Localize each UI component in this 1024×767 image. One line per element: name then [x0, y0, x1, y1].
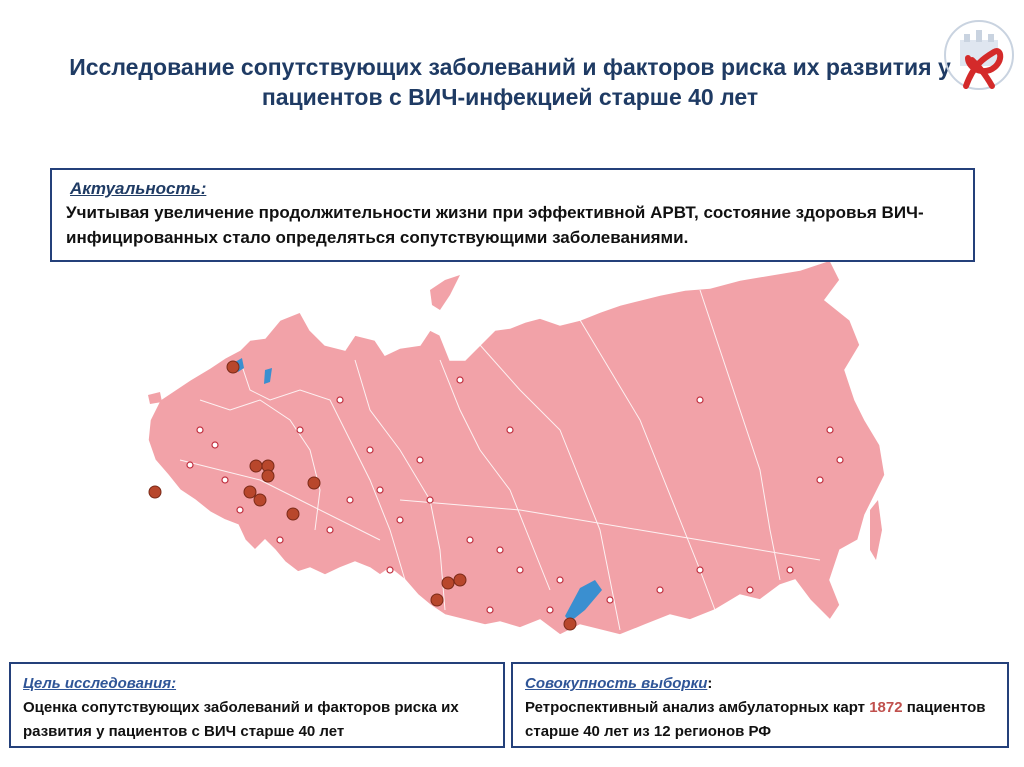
- sample-box: [511, 662, 1009, 748]
- study-region-marker: [442, 577, 454, 589]
- relevance-heading: Актуальность:: [70, 179, 207, 198]
- study-region-marker: [227, 361, 239, 373]
- page-title: Исследование сопутствующих заболеваний и факторов риска их развития у пациентов с ВИЧ-инфекцией старше 40 лет: [69, 54, 951, 110]
- sample-heading-line: [525, 672, 995, 696]
- russia-territory: [148, 260, 885, 635]
- russia-map: [140, 250, 900, 665]
- sample-count-highlight: 1872: [869, 699, 903, 716]
- sample-text-before: Ретроспективный анализ амбулаторных карт: [525, 699, 870, 716]
- sample-text-after: пациентов старше 40 лет из 12 регионов РФ: [525, 699, 986, 740]
- study-region-marker: [431, 594, 443, 606]
- novaya-zemlya-island: [430, 275, 460, 310]
- study-region-marker: [262, 470, 274, 482]
- study-region-marker: [454, 574, 466, 586]
- study-region-marker: [254, 494, 266, 506]
- goal-text: Оценка сопутствующих заболеваний и факторов риска их развития у пациентов с ВИЧ старше 40 лет: [23, 699, 459, 740]
- sample-heading-colon: :: [707, 675, 713, 692]
- relevance-text: Учитывая увеличение продолжительности жизни при эффективной АРВТ, состояние здоровья ВИЧ-инфицированных стало определяться сопутствующими заболеваниями.: [66, 203, 924, 247]
- sakhalin-island: [870, 500, 882, 560]
- aids-ribbon-logo-icon: [938, 14, 1020, 96]
- study-region-marker: [250, 460, 262, 472]
- relevance-box: [50, 168, 975, 262]
- study-region-marker: [287, 508, 299, 520]
- kaliningrad-region: [148, 392, 162, 404]
- sample-text: [525, 696, 995, 744]
- study-region-marker: [149, 486, 161, 498]
- goal-heading: Цель исследования:: [23, 675, 177, 692]
- study-region-marker: [244, 486, 256, 498]
- study-region-marker: [564, 618, 576, 630]
- goal-box: [9, 662, 505, 748]
- study-region-marker: [308, 477, 320, 489]
- sample-heading: Совокупность выборки: [525, 675, 708, 692]
